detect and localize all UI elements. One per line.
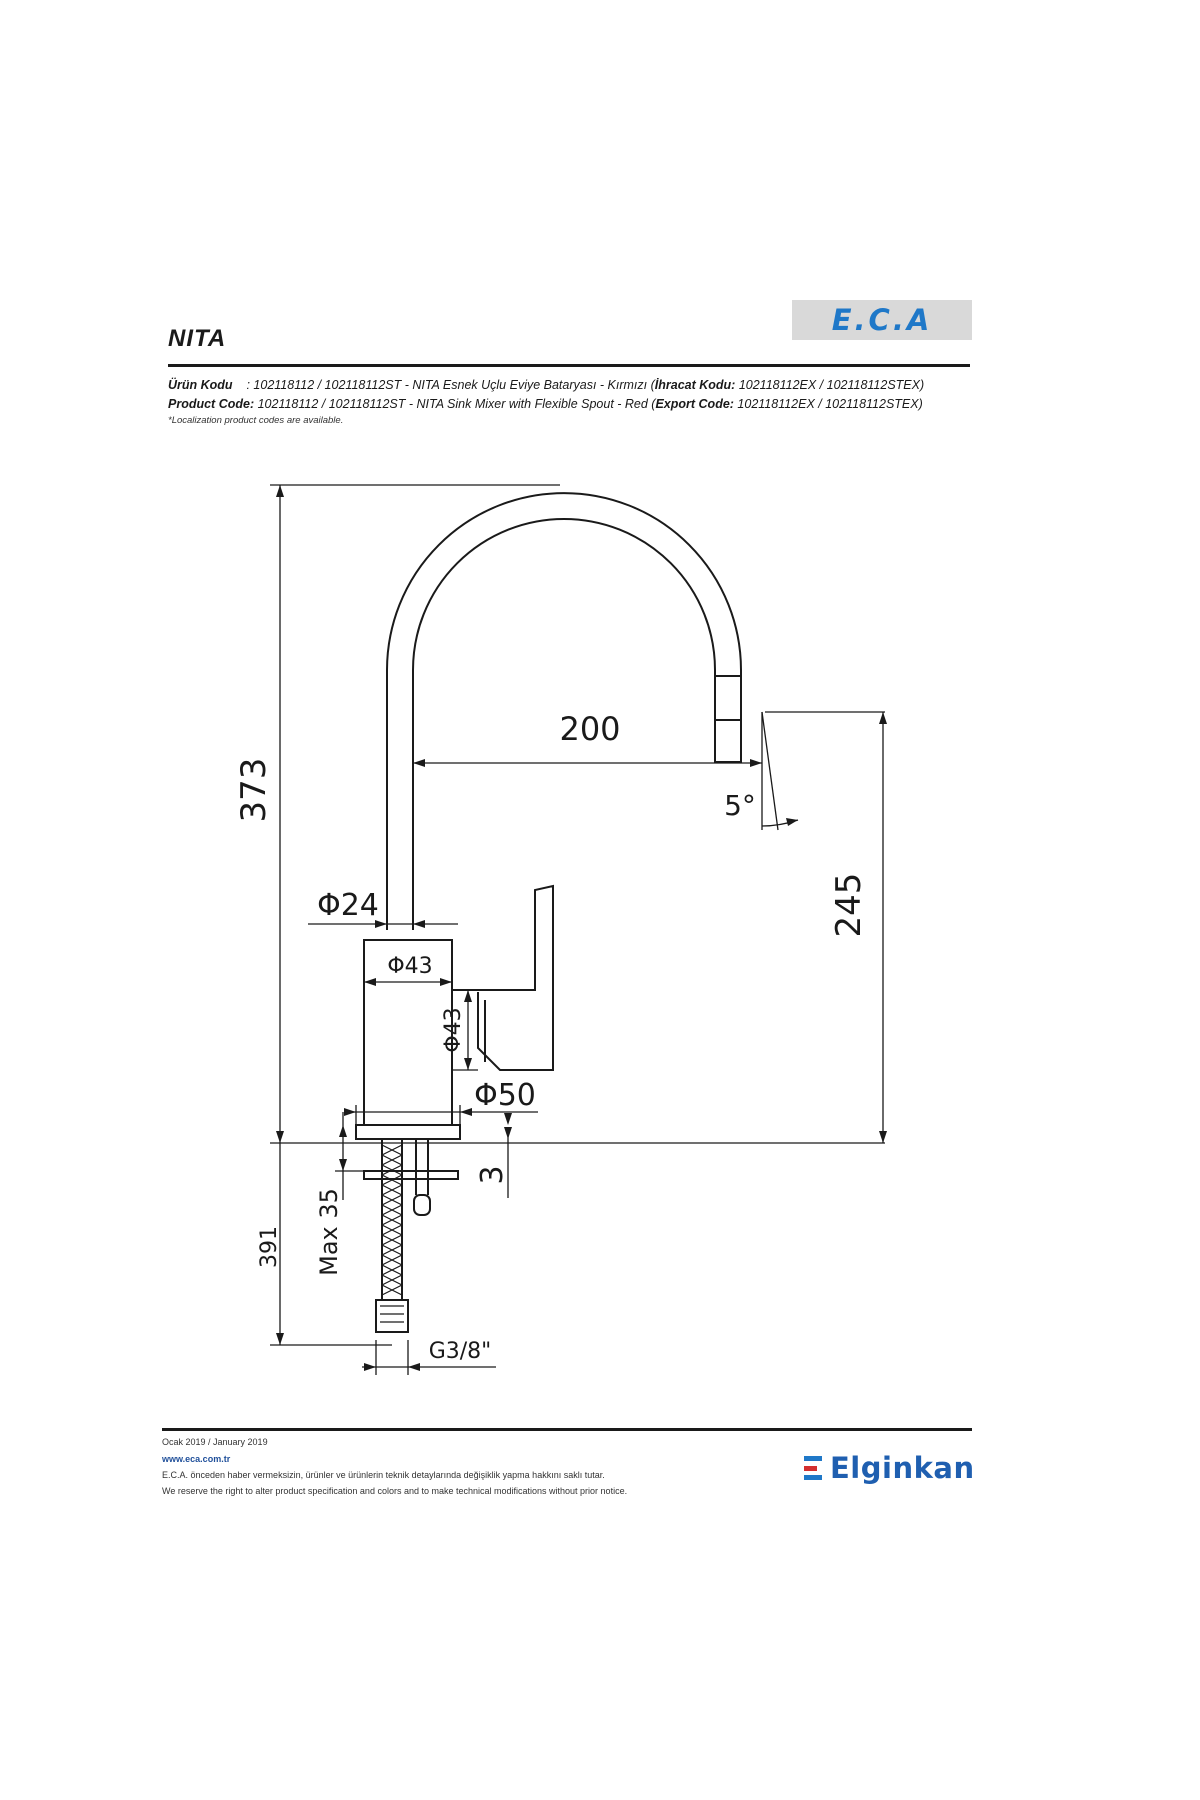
- elginkan-logo: [804, 1448, 975, 1488]
- elginkan-brand-name: Elginkan: [830, 1451, 975, 1485]
- mounting-plate: [364, 1171, 458, 1179]
- aerator: [715, 720, 741, 762]
- product-code-tr-label: Ürün Kodu: [168, 378, 233, 392]
- dim-thread: G3/8": [428, 1339, 492, 1364]
- footer-website-link[interactable]: www.eca.com.tr: [162, 1454, 231, 1464]
- dim-base-thickness: 3: [475, 1165, 510, 1185]
- lever-handle: [452, 886, 553, 1070]
- hose-fitting: [376, 1300, 408, 1332]
- export-code-en-value: 102118112EX / 102118112STEX): [733, 397, 923, 411]
- dim-base-diameter: Φ50: [474, 1078, 536, 1113]
- dim-max-mount: Max 35: [315, 1188, 343, 1276]
- product-code-tr-value: : 102118112 / 102118112ST - NITA Esnek Uçlu Eviye Bataryası - Kırmızı (: [246, 378, 655, 392]
- dim-body-diameter-side: Φ43: [441, 1007, 466, 1053]
- localization-note: *Localization product codes are available.: [168, 415, 344, 426]
- dim-pipe-diameter: Φ24: [317, 888, 379, 923]
- export-code-en-label: Export Code:: [655, 397, 734, 411]
- dim-reach: 200: [559, 710, 621, 748]
- base-plate: [356, 1125, 460, 1139]
- footer-disclaimer-en: We reserve the right to alter product specification and colors and to make technical modifications without prior notice.: [162, 1486, 628, 1496]
- rod-nut: [414, 1195, 430, 1215]
- export-code-tr-label: İhracat Kodu:: [654, 378, 736, 392]
- dim-angle: 5°: [724, 789, 756, 822]
- footer-date: Ocak 2019 / January 2019: [162, 1437, 268, 1447]
- elginkan-mark-icon: [804, 1456, 822, 1480]
- product-code-en-label: Product Code:: [168, 397, 255, 411]
- page-title: NITA: [168, 325, 227, 352]
- footer-divider: [162, 1428, 972, 1431]
- dim-hose-length: 391: [257, 1226, 282, 1268]
- product-code-en-value: 102118112 / 102118112ST - NITA Sink Mixer with Flexible Spout - Red (: [254, 397, 656, 411]
- export-code-tr-value: 102118112EX / 102118112STEX): [735, 378, 925, 392]
- dim-height-total: 373: [234, 757, 274, 823]
- dim-body-diameter-top: Φ43: [387, 954, 433, 979]
- eca-logo: E.C.A: [831, 303, 933, 337]
- dim-spout-height: 245: [829, 872, 869, 938]
- footer-disclaimer-tr: E.C.A. önceden haber vermeksizin, ürünler ve ürünlerin teknik detaylarında değişiklik yapma hakkını saklı tutar.: [162, 1470, 605, 1480]
